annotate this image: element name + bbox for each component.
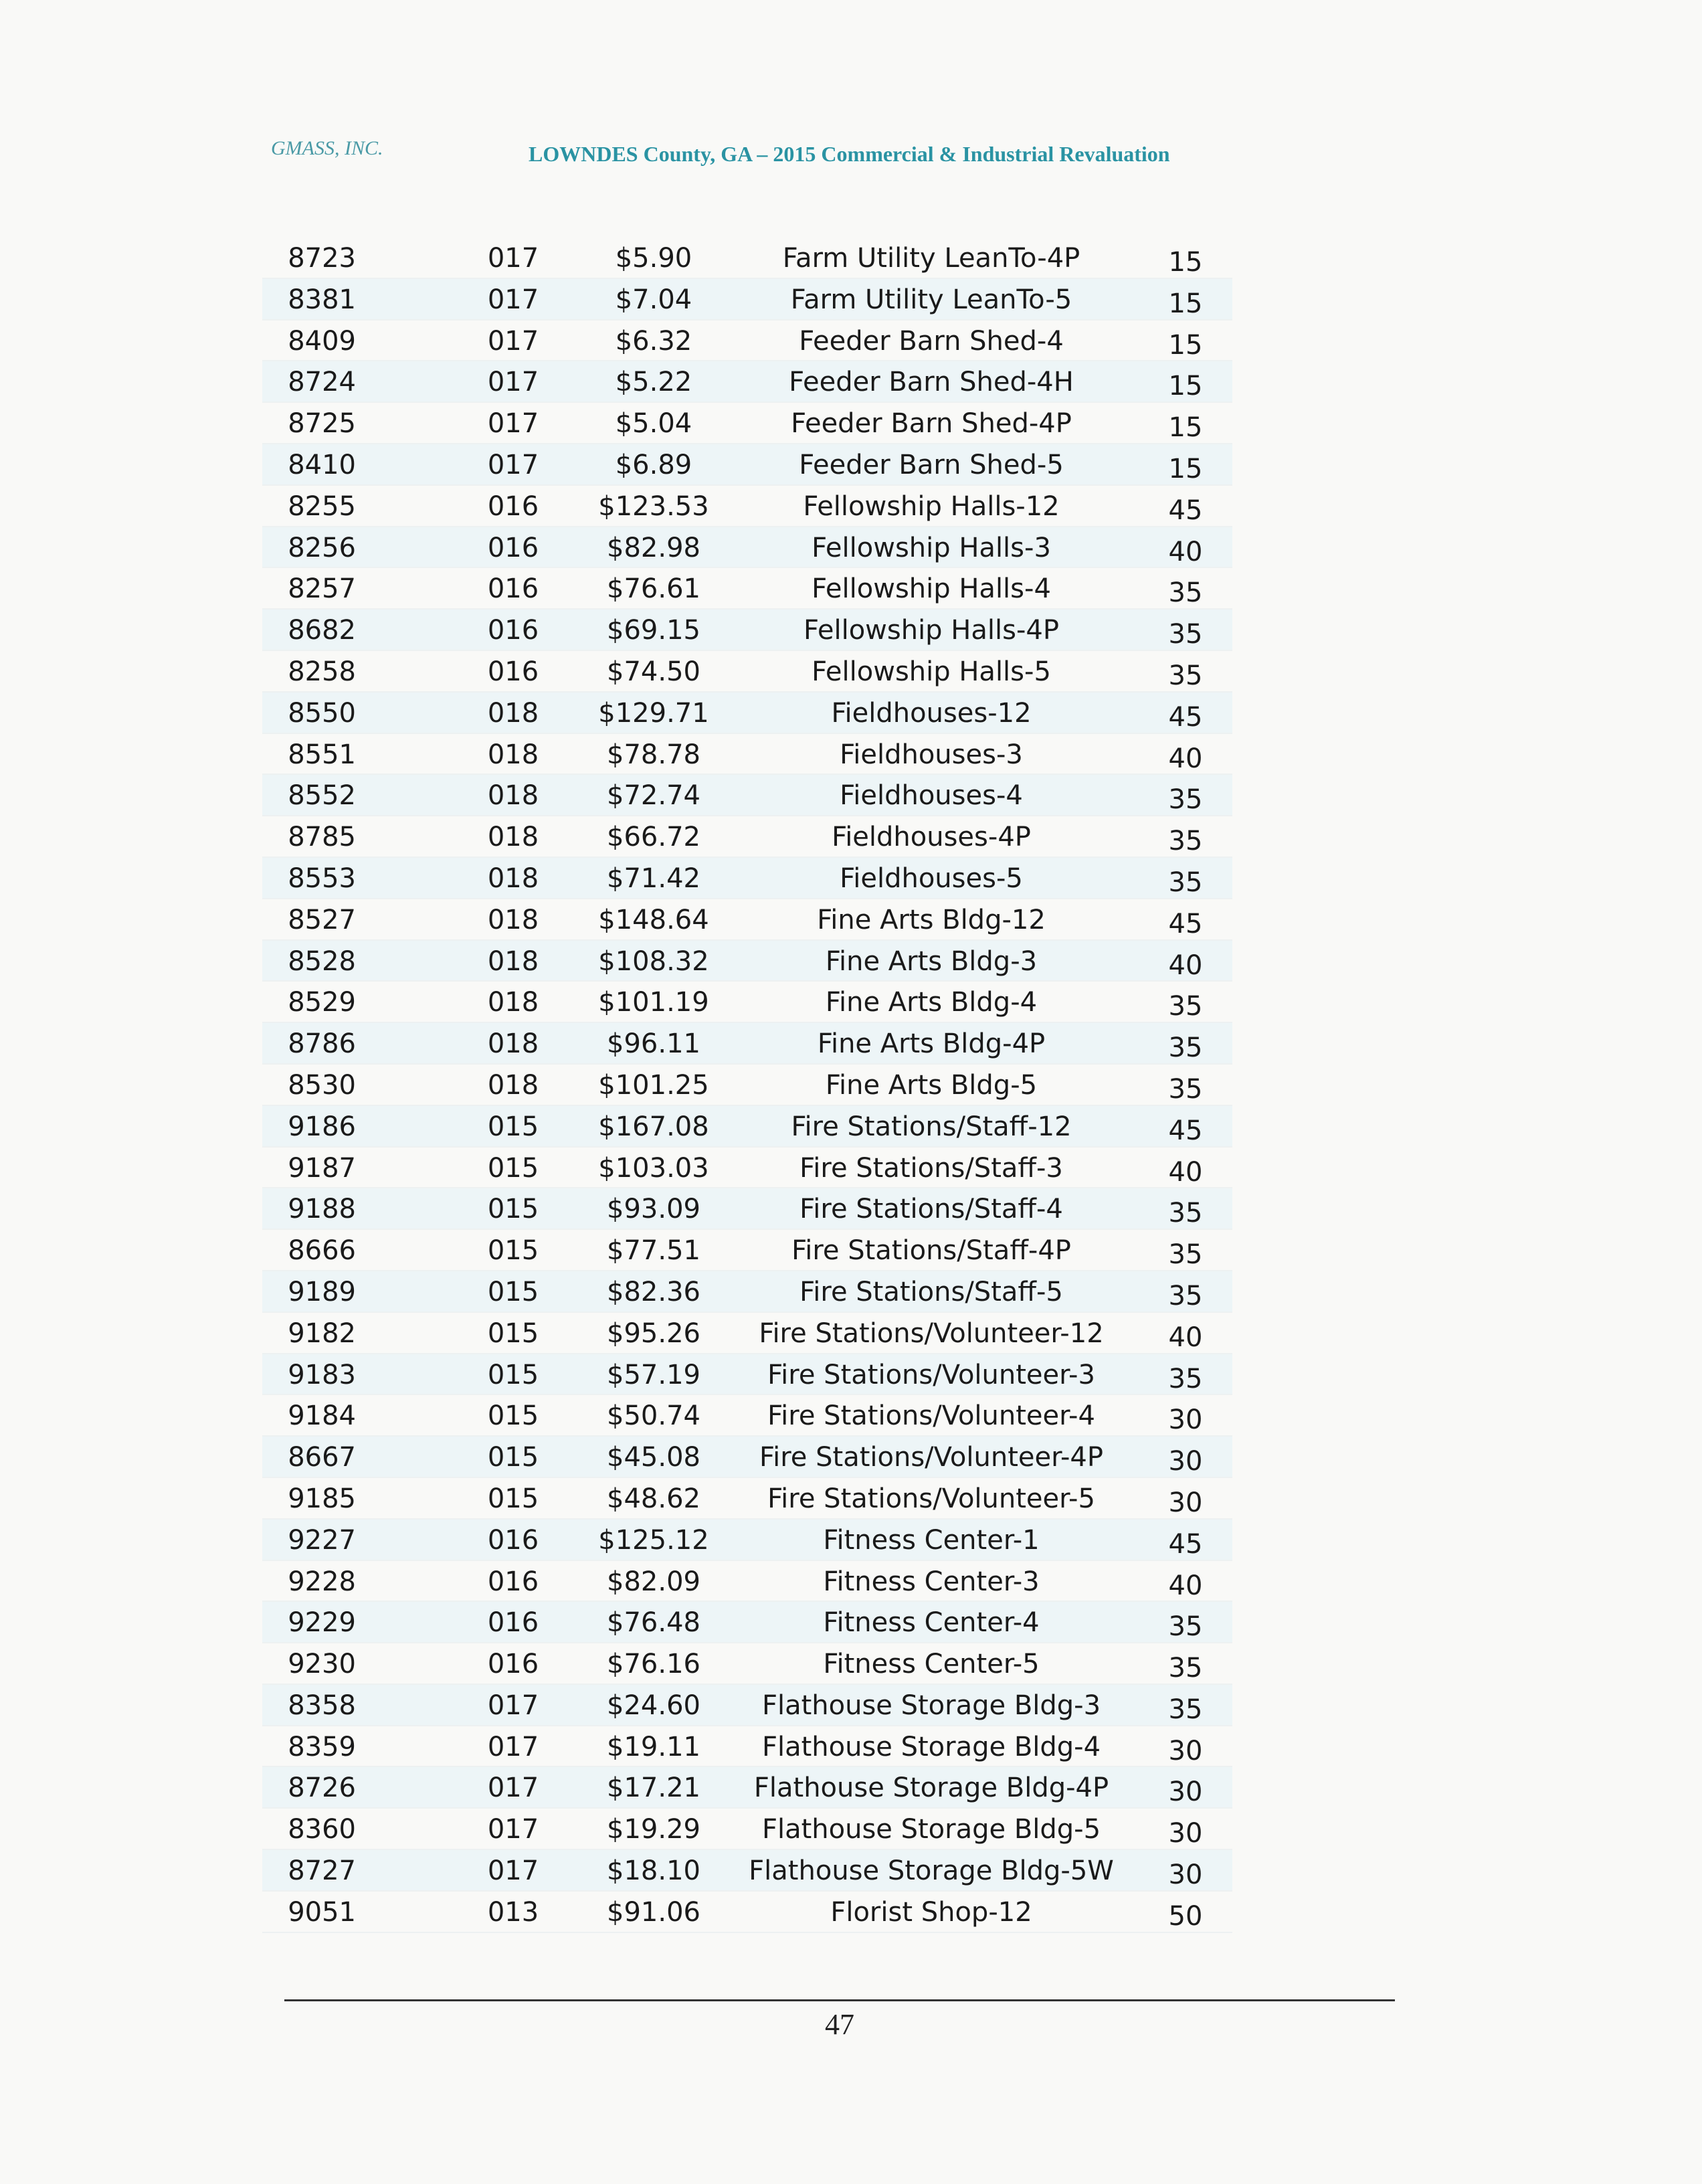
cell-class: 015: [487, 1111, 539, 1142]
cell-cost: $66.72: [607, 822, 700, 853]
cell-class: 017: [487, 449, 539, 480]
table-row: [262, 403, 1232, 444]
cell-class: 018: [487, 1028, 539, 1060]
cell-class: 017: [487, 243, 539, 274]
cell-class: 015: [487, 1194, 539, 1225]
table-row: [262, 816, 1232, 858]
cell-life: 15: [1168, 288, 1203, 319]
cell-code: 8553: [288, 862, 356, 894]
cell-class: 017: [487, 408, 539, 440]
cell-cost: $91.06: [607, 1896, 700, 1928]
cell-class: 017: [487, 1855, 539, 1887]
table-row: [262, 1685, 1232, 1726]
cell-cost: $48.62: [607, 1483, 700, 1514]
cell-class: 018: [487, 987, 539, 1018]
cell-class: 017: [487, 325, 539, 357]
cell-cost: $69.15: [607, 615, 700, 646]
cell-description: Feeder Barn Shed-4H: [789, 367, 1074, 398]
cell-life: 35: [1168, 1239, 1203, 1271]
cell-life: 35: [1168, 991, 1203, 1022]
cell-class: 017: [487, 1772, 539, 1804]
cell-description: Fellowship Halls-4P: [803, 615, 1059, 646]
cell-life: 50: [1168, 1900, 1203, 1932]
cell-cost: $76.48: [607, 1607, 700, 1639]
cell-cost: $76.61: [607, 573, 700, 605]
cell-code: 8256: [288, 532, 356, 563]
cell-cost: $50.74: [607, 1400, 700, 1432]
cell-class: 016: [487, 1649, 539, 1680]
cell-description: Fire Stations/Volunteer-12: [759, 1317, 1104, 1349]
cell-cost: $82.36: [607, 1276, 700, 1307]
table-row: [262, 1354, 1232, 1396]
cell-code: 8527: [288, 904, 356, 935]
cell-class: 015: [487, 1276, 539, 1307]
cell-cost: $17.21: [607, 1772, 700, 1804]
table-row: [262, 238, 1232, 279]
cell-class: 018: [487, 904, 539, 935]
cell-code: 8409: [288, 325, 356, 357]
cell-life: 30: [1168, 1446, 1203, 1477]
table-row: [262, 1478, 1232, 1520]
cell-code: 8551: [288, 739, 356, 770]
cell-class: 018: [487, 697, 539, 729]
cell-life: 45: [1168, 701, 1203, 733]
cell-class: 017: [487, 1814, 539, 1845]
cell-cost: $7.04: [615, 284, 692, 315]
table-row: [262, 610, 1232, 651]
cell-class: 018: [487, 945, 539, 977]
cell-description: Flathouse Storage Bldg-3: [761, 1690, 1101, 1721]
cell-description: Fitness Center-3: [823, 1566, 1040, 1597]
cell-code: 8255: [288, 490, 356, 522]
cell-life: 35: [1168, 867, 1203, 898]
cell-description: Fellowship Halls-4: [812, 573, 1051, 605]
cell-code: 8550: [288, 697, 356, 729]
cell-description: Fitness Center-5: [823, 1649, 1040, 1680]
table-row: [262, 1065, 1232, 1106]
table-row: [262, 1726, 1232, 1768]
table-row: [262, 941, 1232, 982]
cell-cost: $71.42: [607, 862, 700, 894]
table-row: [262, 651, 1232, 693]
table-row: [262, 1520, 1232, 1561]
cell-cost: $19.29: [607, 1814, 700, 1845]
table-row: [262, 444, 1232, 486]
cell-code: 8381: [288, 284, 356, 315]
cell-description: Farm Utility LeanTo-4P: [782, 243, 1080, 274]
cell-cost: $167.08: [598, 1111, 709, 1142]
cell-life: 30: [1168, 1735, 1203, 1766]
cell-life: 30: [1168, 1818, 1203, 1849]
cell-description: Fellowship Halls-12: [803, 490, 1060, 522]
cell-life: 45: [1168, 1115, 1203, 1146]
cell-cost: $24.60: [607, 1690, 700, 1721]
table-row: [262, 1809, 1232, 1850]
table-row: [262, 693, 1232, 734]
table-row: [262, 858, 1232, 899]
cell-code: 9186: [288, 1111, 356, 1142]
document-title: LOWNDES County, GA – 2015 Commercial & Industrial Revaluation: [529, 142, 1170, 166]
cell-cost: $74.50: [607, 656, 700, 687]
cell-class: 018: [487, 1069, 539, 1101]
cell-class: 015: [487, 1235, 539, 1267]
cell-description: Fine Arts Bldg-3: [825, 945, 1038, 977]
cell-description: Fine Arts Bldg-4P: [817, 1028, 1046, 1060]
cell-description: Flathouse Storage Bldg-4: [761, 1731, 1101, 1762]
cell-description: Fire Stations/Volunteer-4P: [759, 1442, 1103, 1473]
cell-cost: $96.11: [607, 1028, 700, 1060]
cell-cost: $148.64: [598, 904, 709, 935]
cell-life: 40: [1168, 743, 1203, 774]
cell-class: 013: [487, 1896, 539, 1928]
table-row: [262, 1271, 1232, 1313]
table-row: [262, 1643, 1232, 1685]
cell-class: 015: [487, 1483, 539, 1514]
cell-description: Fieldhouses-5: [840, 862, 1023, 894]
cell-code: 8359: [288, 1731, 356, 1762]
table-row: [262, 1106, 1232, 1148]
cell-cost: $6.89: [615, 449, 692, 480]
cell-description: Feeder Barn Shed-4: [799, 325, 1064, 357]
cell-cost: $5.22: [615, 367, 692, 398]
cell-description: Fire Stations/Volunteer-3: [767, 1359, 1095, 1390]
cell-description: Fieldhouses-4: [840, 780, 1023, 812]
cell-code: 8682: [288, 615, 356, 646]
cell-code: 8725: [288, 408, 356, 440]
cell-cost: $72.74: [607, 780, 700, 812]
table-row: [262, 1395, 1232, 1437]
cell-code: 9188: [288, 1194, 356, 1225]
cell-description: Farm Utility LeanTo-5: [790, 284, 1072, 315]
cell-cost: $78.78: [607, 739, 700, 770]
cell-life: 35: [1168, 1280, 1203, 1311]
table-row: [262, 1148, 1232, 1189]
cell-cost: $95.26: [607, 1317, 700, 1349]
cell-cost: $125.12: [598, 1524, 709, 1556]
cell-code: 8726: [288, 1772, 356, 1804]
cell-cost: $77.51: [607, 1235, 700, 1267]
cell-code: 8360: [288, 1814, 356, 1845]
cell-code: 9187: [288, 1152, 356, 1184]
cell-cost: $5.04: [615, 408, 692, 440]
table-row: [262, 1767, 1232, 1809]
cell-cost: $123.53: [598, 490, 709, 522]
cell-life: 15: [1168, 453, 1203, 484]
cell-life: 45: [1168, 908, 1203, 939]
table-row: [262, 361, 1232, 403]
footer-divider: [284, 1999, 1395, 2001]
cell-life: 35: [1168, 1032, 1203, 1064]
cell-code: 9229: [288, 1607, 356, 1639]
cell-description: Florist Shop-12: [830, 1896, 1032, 1928]
table-row: [262, 321, 1232, 362]
cell-cost: $101.19: [598, 987, 709, 1018]
cell-description: Feeder Barn Shed-5: [799, 449, 1064, 480]
cell-class: 016: [487, 656, 539, 687]
table-row: [262, 279, 1232, 321]
cell-cost: $19.11: [607, 1731, 700, 1762]
cell-description: Fitness Center-1: [823, 1524, 1040, 1556]
cell-code: 9051: [288, 1896, 356, 1928]
cell-life: 35: [1168, 660, 1203, 691]
cell-class: 016: [487, 1524, 539, 1556]
cell-code: 8528: [288, 945, 356, 977]
cell-code: 8785: [288, 822, 356, 853]
cell-life: 40: [1168, 1570, 1203, 1601]
cell-life: 35: [1168, 577, 1203, 609]
cell-life: 40: [1168, 949, 1203, 981]
cell-description: Feeder Barn Shed-4P: [791, 408, 1072, 440]
cell-class: 016: [487, 615, 539, 646]
cell-life: 15: [1168, 329, 1203, 361]
cell-description: Fellowship Halls-5: [812, 656, 1051, 687]
cell-cost: $82.98: [607, 532, 700, 563]
cell-description: Fire Stations/Volunteer-5: [767, 1483, 1095, 1514]
cell-code: 8410: [288, 449, 356, 480]
cell-life: 35: [1168, 784, 1203, 816]
table-row: [262, 982, 1232, 1023]
cell-life: 35: [1168, 1073, 1203, 1105]
cell-class: 018: [487, 862, 539, 894]
cell-description: Fire Stations/Staff-3: [799, 1152, 1063, 1184]
cell-cost: $93.09: [607, 1194, 700, 1225]
cell-code: 8723: [288, 243, 356, 274]
cell-class: 017: [487, 367, 539, 398]
cell-description: Flathouse Storage Bldg-4P: [753, 1772, 1109, 1804]
cell-class: 016: [487, 1566, 539, 1597]
cell-description: Fellowship Halls-3: [812, 532, 1051, 563]
cell-class: 015: [487, 1152, 539, 1184]
cell-life: 15: [1168, 247, 1203, 278]
cell-cost: $18.10: [607, 1855, 700, 1887]
cell-code: 8258: [288, 656, 356, 687]
cell-cost: $108.32: [598, 945, 709, 977]
cell-code: 8552: [288, 780, 356, 812]
company-name: GMASS, INC.: [271, 137, 383, 159]
cell-life: 40: [1168, 536, 1203, 567]
cell-life: 35: [1168, 1363, 1203, 1394]
cell-class: 016: [487, 1607, 539, 1639]
cell-class: 015: [487, 1359, 539, 1390]
cell-class: 017: [487, 1731, 539, 1762]
cell-code: 9227: [288, 1524, 356, 1556]
cell-life: 30: [1168, 1777, 1203, 1808]
table-row: [262, 1892, 1232, 1933]
table-row: [262, 899, 1232, 941]
cell-description: Fitness Center-4: [823, 1607, 1040, 1639]
cell-class: 016: [487, 573, 539, 605]
cell-description: Flathouse Storage Bldg-5W: [749, 1855, 1114, 1887]
cell-life: 35: [1168, 619, 1203, 650]
cell-code: 9189: [288, 1276, 356, 1307]
table-row: [262, 1602, 1232, 1643]
table-row: [262, 486, 1232, 527]
cell-description: Fieldhouses-4P: [832, 822, 1031, 853]
cell-life: 15: [1168, 371, 1203, 402]
cost-table: [262, 238, 1232, 1933]
cell-code: 9228: [288, 1566, 356, 1597]
table-row: [262, 775, 1232, 816]
cell-class: 017: [487, 284, 539, 315]
cell-description: Fire Stations/Staff-4P: [791, 1235, 1071, 1267]
cell-code: 8666: [288, 1235, 356, 1267]
cell-life: 40: [1168, 1156, 1203, 1188]
cell-code: 9185: [288, 1483, 356, 1514]
cell-code: 9183: [288, 1359, 356, 1390]
cell-description: Fire Stations/Staff-5: [799, 1276, 1063, 1307]
cell-code: 8530: [288, 1069, 356, 1101]
page-number: 47: [825, 2008, 854, 2041]
cell-code: 8667: [288, 1442, 356, 1473]
cell-class: 015: [487, 1442, 539, 1473]
cell-cost: $57.19: [607, 1359, 700, 1390]
cell-life: 35: [1168, 1653, 1203, 1684]
cell-class: 015: [487, 1317, 539, 1349]
cell-cost: $76.16: [607, 1649, 700, 1680]
cell-life: 35: [1168, 826, 1203, 857]
cell-description: Fire Stations/Volunteer-4: [767, 1400, 1095, 1432]
cell-life: 15: [1168, 412, 1203, 444]
cell-life: 30: [1168, 1859, 1203, 1891]
cell-cost: $6.32: [615, 325, 692, 357]
cell-class: 018: [487, 739, 539, 770]
cell-life: 30: [1168, 1404, 1203, 1436]
table-row: [262, 527, 1232, 569]
cell-class: 018: [487, 780, 539, 812]
cell-code: 8786: [288, 1028, 356, 1060]
cell-class: 018: [487, 822, 539, 853]
cell-life: 45: [1168, 1528, 1203, 1560]
cell-cost: $5.90: [615, 243, 692, 274]
cell-code: 8727: [288, 1855, 356, 1887]
cell-description: Fire Stations/Staff-12: [791, 1111, 1072, 1142]
cell-life: 40: [1168, 1322, 1203, 1353]
cell-code: 9230: [288, 1649, 356, 1680]
cell-life: 35: [1168, 1694, 1203, 1725]
table-row: [262, 734, 1232, 776]
cell-code: 8724: [288, 367, 356, 398]
cell-description: Flathouse Storage Bldg-5: [761, 1814, 1101, 1845]
cell-class: 016: [487, 490, 539, 522]
cell-class: 017: [487, 1690, 539, 1721]
cell-cost: $82.09: [607, 1566, 700, 1597]
cell-cost: $45.08: [607, 1442, 700, 1473]
table-row: [262, 1023, 1232, 1065]
cell-cost: $129.71: [598, 697, 709, 729]
table-row: [262, 1313, 1232, 1354]
cell-cost: $103.03: [598, 1152, 709, 1184]
table-row: [262, 568, 1232, 610]
cell-life: 30: [1168, 1487, 1203, 1518]
cell-life: 35: [1168, 1198, 1203, 1229]
cell-life: 45: [1168, 494, 1203, 526]
cell-description: Fieldhouses-3: [840, 739, 1023, 770]
table-row: [262, 1188, 1232, 1230]
cell-code: 9182: [288, 1317, 356, 1349]
cell-description: Fire Stations/Staff-4: [799, 1194, 1063, 1225]
cell-description: Fine Arts Bldg-5: [825, 1069, 1038, 1101]
cell-code: 9184: [288, 1400, 356, 1432]
cell-description: Fieldhouses-12: [831, 697, 1032, 729]
cell-life: 35: [1168, 1611, 1203, 1643]
cell-cost: $101.25: [598, 1069, 709, 1101]
table-row: [262, 1230, 1232, 1271]
table-row: [262, 1850, 1232, 1892]
cell-class: 016: [487, 532, 539, 563]
cell-code: 8529: [288, 987, 356, 1018]
cell-code: 8257: [288, 573, 356, 605]
cell-description: Fine Arts Bldg-12: [817, 904, 1046, 935]
cell-code: 8358: [288, 1690, 356, 1721]
table-row: [262, 1437, 1232, 1478]
cell-description: Fine Arts Bldg-4: [825, 987, 1038, 1018]
cell-class: 015: [487, 1400, 539, 1432]
table-row: [262, 1561, 1232, 1603]
